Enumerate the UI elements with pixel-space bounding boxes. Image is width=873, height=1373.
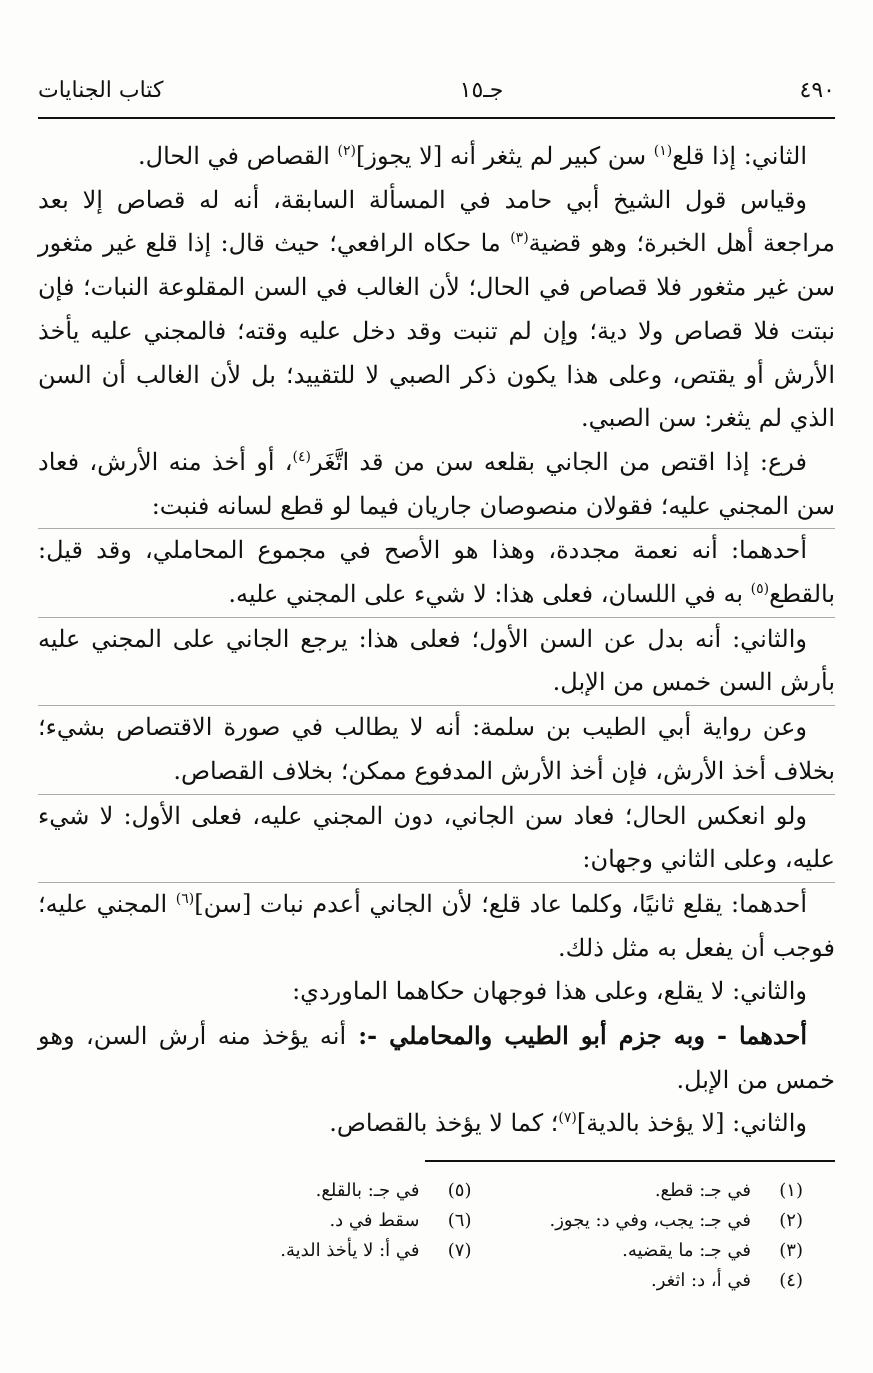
footnote-number: (٥)	[447, 1180, 472, 1201]
footnotes-right-column	[532, 1176, 804, 1296]
paragraph	[38, 179, 835, 441]
page-number: ٤٩٠	[799, 77, 835, 103]
paragraph	[38, 441, 835, 529]
paragraph	[38, 529, 835, 617]
footnote-ref: (٥)	[750, 581, 770, 598]
footnote-text: في جـ: يجب، وفي د: يجوز.	[549, 1210, 751, 1231]
footnote-item	[532, 1266, 804, 1296]
footnote-item	[532, 1176, 804, 1206]
footnote-item	[532, 1236, 804, 1266]
volume-label: جـ١٥	[459, 77, 504, 103]
footnote-number: (٢)	[779, 1210, 803, 1231]
footnote-number: (٣)	[779, 1240, 803, 1261]
footnote-text: في جـ: ما يقضيه.	[622, 1240, 751, 1261]
text-run: ما حكاه الرافعي؛ حيث قال: إذا قلع غير مثغور سن غير مثغور فلا قصاص في الحال؛ لأن الغالب في السن المقلوعة النبات؛ فإن نبتت فلا قصاص ولا دية؛ وإن لم تنبت وقد دخل عليه وقته؛ فالمجني عليه يأخذ الأرش أو يقتص، وعلى هذا يكون ذكر الصبي لا للتقييد؛ بل لأن الغالب أن السن الذي لم يثغر: سن الصبي.	[38, 229, 835, 433]
text-run: الثاني: إذا قلع	[672, 142, 807, 170]
book-title: كتاب الجنايات	[38, 77, 164, 103]
paragraph	[38, 883, 835, 970]
footnote-number: (٧)	[447, 1240, 472, 1261]
text-run: أحدهما: يقلع ثانيًا، وكلما عاد قلع؛ لأن الجاني أعدم نبات [سن]	[194, 889, 808, 918]
footnote-ref: (٧)	[558, 1110, 577, 1127]
text-run: ؛ كما لا يؤخذ بالقصاص.	[329, 1109, 559, 1138]
header-rule	[38, 117, 835, 119]
text-run: سن كبير لم يثغر أنه [لا يجوز]	[356, 142, 654, 170]
footnote-text: في جـ: قطع.	[654, 1180, 751, 1201]
paragraph	[38, 795, 835, 883]
footnote-text: سقط في د.	[329, 1210, 420, 1231]
footnote-item	[200, 1206, 472, 1236]
paragraph	[38, 1014, 835, 1102]
footnote-text: في أ: لا يأخذ الدية.	[280, 1240, 420, 1261]
text-run: فرع: إذا اقتص من الجاني بقلعه سن من قد اتَّغَر	[310, 447, 807, 476]
text-run: والثاني: لا يقلع، وعلى هذا فوجهان حكاهما الماوردي:	[292, 977, 807, 1006]
paragraph	[38, 706, 835, 794]
paragraph	[38, 135, 835, 179]
footnote-number: (٤)	[779, 1270, 803, 1291]
footnote-text: في أ، د: اثغر.	[650, 1270, 751, 1291]
text-run: ولو انعكس الحال؛ فعاد سن الجاني، دون المجني عليه، فعلى الأول: لا شيء عليه، وعلى الثاني وجهان:	[38, 801, 835, 874]
text-run: المجني عليه؛ فوجب أن يفعل به مثل ذلك.	[38, 889, 835, 962]
footnote-ref: (٦)	[175, 890, 195, 907]
footnote-number: (١)	[779, 1180, 803, 1201]
footnote-ref: (٣)	[510, 230, 529, 247]
footnotes-left-column	[200, 1176, 472, 1296]
footnote-item	[200, 1236, 472, 1266]
text-run: والثاني: [لا يؤخذ بالدية]	[576, 1109, 807, 1138]
text-run: به في اللسان، فعلى هذا: لا شيء على المجني عليه.	[228, 580, 751, 609]
text-run: أنه يؤخذ منه أرش السن، وهو خمس من الإبل.	[38, 1022, 835, 1094]
text-run: القصاص في الحال.	[138, 142, 338, 170]
footnote-number: (٦)	[447, 1210, 472, 1231]
footnote-item	[532, 1206, 804, 1236]
footnote-ref: (٤)	[292, 448, 311, 465]
footnote-rule	[425, 1160, 835, 1162]
text-run: وعن رواية أبي الطيب بن سلمة: أنه لا يطالب في صورة الاقتصاص بشيء؛ بخلاف أخذ الأرش، فإن أخذ الأرش المدفوع ممكن؛ بخلاف القصاص.	[38, 713, 835, 785]
footnote-item	[200, 1176, 472, 1206]
main-text	[38, 135, 835, 1146]
text-run: والثاني: أنه بدل عن السن الأول؛ فعلى هذا: يرجع الجاني على المجني عليه بأرش السن خمس من الإبل.	[38, 624, 835, 697]
paragraph	[38, 618, 835, 706]
footnote-ref: (٢)	[337, 143, 356, 159]
text-run: ، أو أخذ منه الأرش، فعاد سن المجني عليه؛ فقولان منصوصان جاريان فيما لو قطع لسانه فنبت:	[38, 447, 835, 520]
text-run: أحدهما - وبه جزم أبو الطيب والمحاملي -:	[346, 1021, 808, 1051]
footnote-text: في جـ: بالقلع.	[315, 1180, 420, 1201]
paragraph	[38, 970, 835, 1014]
paragraph	[38, 1102, 835, 1146]
text-run: وقياس قول الشيخ أبي حامد في المسألة السابقة، أنه له قصاص إلا بعد مراجعة أهل الخبرة؛ وهو قضية	[38, 185, 835, 258]
text-run: أحدهما: أنه نعمة مجددة، وهذا هو الأصح في مجموع المحاملي، وقد قيل: بالقطع	[38, 536, 835, 609]
footnote-ref: (١)	[653, 143, 673, 159]
footnotes	[200, 1176, 803, 1296]
running-header	[38, 70, 835, 110]
